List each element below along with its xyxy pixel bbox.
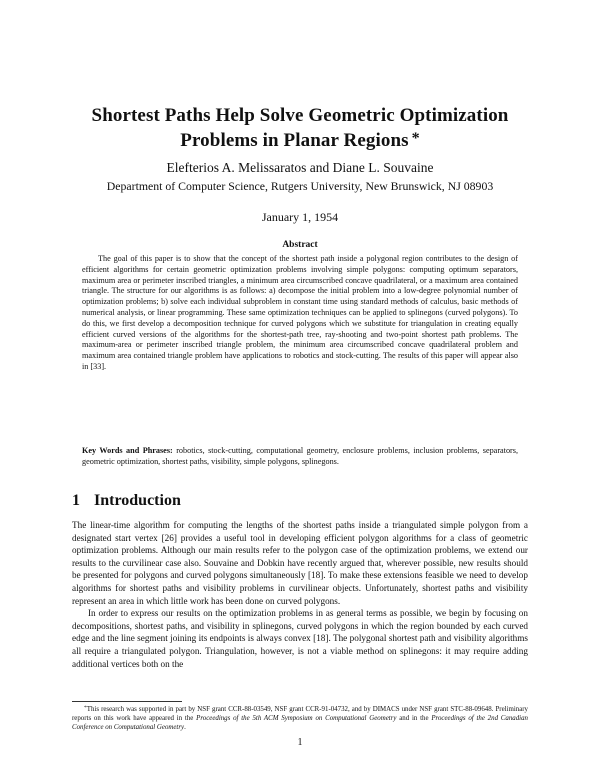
section-heading — [72, 492, 181, 510]
section-title: Introduction — [94, 492, 181, 509]
title-text: Shortest Paths Help Solve Geometric Optimization Problems in Planar Regions — [91, 105, 509, 151]
keywords-text: robotics, stock-cutting, computational geometry, enclosure problems, inclusion problems, separators, geometric optimization, shortest paths, visibility, simple polygons, splinegons. — [82, 446, 519, 466]
section-body — [72, 519, 528, 670]
date: January 1, 1954 — [261, 210, 339, 224]
keywords — [82, 446, 518, 468]
footnote — [72, 704, 528, 732]
venue-1: Proceedings of the 5th ACM Symposium on Computational Geometry — [196, 715, 397, 722]
section-number: 1 — [72, 492, 80, 509]
title-footnote-mark: * — [411, 130, 420, 147]
affiliation: Department of Computer Science, Rutgers University, New Brunswick, NJ 08903 — [106, 179, 494, 193]
abstract-heading: Abstract — [282, 240, 318, 250]
paragraph: The linear-time algorithm for computing the lengths of the shortest paths inside a triangulated simple polygon from a designated start vertex [26] provides a useful tool in developing efficient polygon algorithms for a class of geometric optimization problems. Although our main results refer to the polygon case of the optimization problems, we extend our results to the curvilinear case also. Souvaine and Dobkin have recently argued that, wherever possible, new results should be presented for polygons and curved polygons simultaneously [18]. To make these extensions feasible we need to develop algorithms for shortest paths and visibility problems in curvilinear objects. Unfortunately, shortest paths and visibility represent an area in which little work has been done on curved polygons. — [72, 520, 528, 606]
paper-title — [60, 104, 540, 152]
abstract-text: The goal of this paper is to show that the concept of the shortest path inside a polygonal region contributes to the design of efficient algorithms for certain geometric optimization problems involving simple polygons: computing optimum separators, maximum area or perimeter inscribed triangles, a minimum area circumscribed concave quadrilateral, or a maximum area contained triangle. The structure for our algorithms is as follows: a) decompose the initial problem into a low-degree polynomial number of optimization problems; b) solve each individual subproblem in constant time using standard methods of calculus, basic methods of numerical analysis, or linear programming. These same optimization techniques can be applied to splinegons (curved polygons). To do this, we first develop a decomposition technique for curved polygons which we substitute for triangulation in creating equally efficient curved versions of the algorithms for the shortest-path tree, ray-shooting and two-point shortest path problems. The maximum-area or perimeter inscribed triangle problem, the minimum area circumscribed concave quadrilateral problem and maximum area contained triangle problem have applications to robotics and stock-cutting. The results of this paper will appear also in [33]. — [82, 254, 518, 371]
footnote-mark: * — [84, 705, 87, 711]
abstract-body — [82, 254, 518, 373]
paragraph: In order to express our results on the optimization problems in as general terms as possible, we begin by focusing on decompositions, shortest paths, and visibility in splinegons, curved polygons in which the region bounded by each curved edge and the line segment joining its endpoints is always convex [18]. The polygonal shortest path and visibility algorithms all require a triangulated polygon. Triangulation, however, is not a viable method on splinegons: it may require adding additional vertices both on the — [72, 608, 528, 669]
authors: Elefterios A. Melissaratos and Diane L. Souvaine — [166, 160, 434, 175]
venue-2: Proceedings of the 2nd Canadian Conference on Computational Geometry — [72, 715, 528, 731]
footnote-rule — [72, 701, 182, 702]
page-number: 1 — [297, 737, 303, 748]
footnote-text: *This research was supported in part by NSF grant CCR-88-03549, NSF grant CCR-91-04732, and by DIMACS under NSF grant STC-88-09648. Preliminary reports on this work have appeared in the Proceedings of the 5th ACM Symposium on Computational Geometry and in the Proceedings of the 2nd Canadian Conference on Computational Geometry. — [72, 705, 528, 731]
keywords-label: Key Words and Phrases: — [82, 446, 173, 455]
